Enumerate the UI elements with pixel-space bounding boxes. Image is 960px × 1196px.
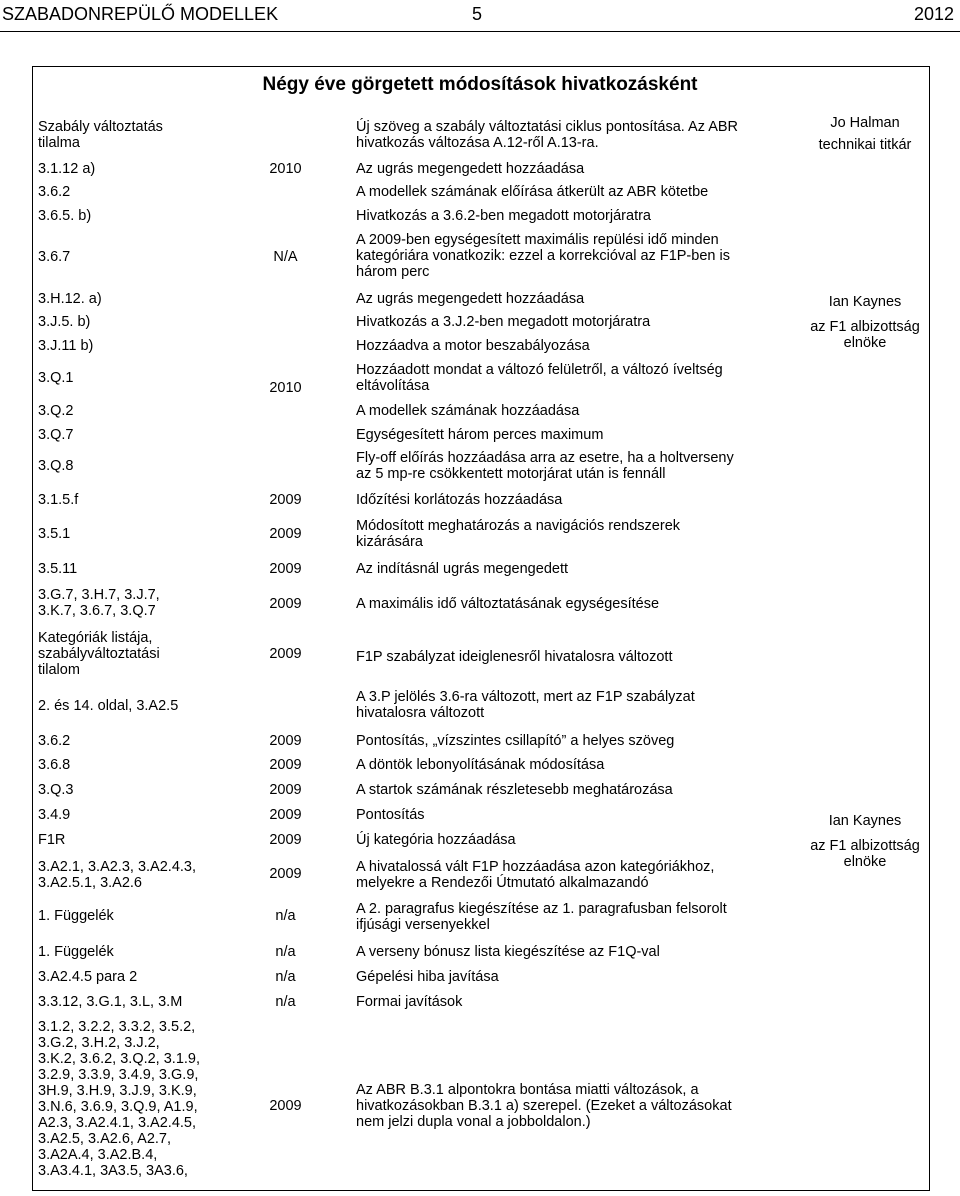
year-cell: n/a: [275, 969, 296, 985]
rule-cell: 3.Q.7: [38, 427, 74, 443]
rule-cell: 1. Függelék: [38, 908, 114, 924]
header-rule: [0, 31, 960, 32]
description-cell: A 2009-ben egységesített maximális repülési idő minden kategóriára vonatkozik: ezzel a korrekcióval az F1P-ben is három perc: [356, 232, 730, 280]
column-header-description: Új szöveg a szabály változtatási ciklus pontosítása. Az ABR hivatkozás változása A.12-ről A.13-ra.: [356, 119, 739, 151]
description-cell: Fly-off előírás hozzáadása arra az esetre, ha a holtverseny az 5 mp-re csökkentett motorjárat után is fennáll: [356, 450, 734, 482]
year-cell: n/a: [275, 944, 296, 960]
rule-cell: 3.3.12, 3.G.1, 3.L, 3.M: [38, 994, 183, 1010]
description-cell: Módosított meghatározás a navigációs rendszerek kizárására: [356, 518, 681, 550]
description-cell: F1P szabályzat ideiglenesről hivatalosra változott: [356, 649, 673, 665]
rule-cell: 3.Q.3: [38, 782, 74, 798]
description-cell: Formai javítások: [356, 994, 463, 1010]
rule-cell: F1R: [38, 832, 66, 848]
page-header: [0, 0, 960, 31]
description-cell: Időzítési korlátozás hozzáadása: [356, 492, 563, 508]
rule-cell: 3.A2.4.5 para 2: [38, 969, 138, 985]
rule-cell: Kategóriák listája, szabályváltoztatási tilalom: [38, 630, 160, 678]
description-cell: Új kategória hozzáadása: [356, 832, 516, 848]
description-cell: A verseny bónusz lista kiegészítése az F1Q-val: [356, 944, 660, 960]
column-header-rule: Szabály változtatás tilalma: [38, 119, 163, 151]
description-cell: Pontosítás: [356, 807, 425, 823]
year-cell: 2009: [269, 782, 302, 798]
year-cell: 2009: [269, 733, 302, 749]
rule-cell: 3.Q.2: [38, 403, 74, 419]
year-cell: 2009: [269, 561, 302, 577]
description-cell: A maximális idő változtatásának egységesítése: [356, 596, 660, 612]
page-number: 5: [472, 4, 483, 24]
year-cell: 2009: [269, 492, 302, 508]
signature-role-1: technikai titkár: [818, 137, 912, 153]
rule-cell: 3.5.11: [38, 561, 78, 577]
year-cell: 2009: [269, 596, 302, 612]
rule-cell: 3.Q.8: [38, 458, 74, 474]
description-cell: Gépelési hiba javítása: [356, 969, 499, 985]
description-cell: A startok számának részletesebb meghatározása: [356, 782, 673, 798]
rule-cell: 3.H.12. a): [38, 291, 102, 307]
rule-cell: 3.4.9: [38, 807, 71, 823]
description-cell: Pontosítás, „vízszintes csillapító” a helyes szöveg: [356, 733, 675, 749]
description-cell: Hivatkozás a 3.J.2-ben megadott motorjáratra: [356, 314, 651, 330]
year-cell: 2009: [269, 807, 302, 823]
description-cell: Az ugrás megengedett hozzáadása: [356, 161, 585, 177]
rule-cell: 2. és 14. oldal, 3.A2.5: [38, 698, 179, 714]
description-cell: A modellek számának előírása átkerült az ABR kötetbe: [356, 184, 709, 200]
rule-cell: 3.Q.1: [38, 370, 74, 386]
header-left: SZABADONREPÜLŐ MODELLEK: [2, 4, 279, 24]
year-cell: 2009: [269, 1098, 302, 1114]
rule-cell: 3.6.5. b): [38, 208, 92, 224]
signature-name-1: Jo Halman: [830, 115, 900, 131]
signature-role-2: az F1 albizottság elnöke: [810, 319, 920, 351]
description-cell: A hivatalossá vált F1P hozzáadása azon kategóriákhoz, melyekre a Rendezői Útmutató alkalmazandó: [356, 859, 715, 891]
header-year: 2012: [913, 4, 954, 24]
rule-cell: 3.1.12 a): [38, 161, 96, 177]
description-cell: A 3.P jelölés 3.6-ra változott, mert az F1P szabályzat hivatalosra változott: [356, 689, 695, 721]
rule-cell: 3.1.2, 3.2.2, 3.3.2, 3.5.2, 3.G.2, 3.H.2, 3.J.2, 3.K.2, 3.6.2, 3.Q.2, 3.1.9, 3.2.9, 3.3.9, 3.4.9, 3.G.9, 3H.9, 3.H.9, 3.J.9, 3.K.9, 3.N.6, 3.6.9, 3.Q.9, A1.9, A2.3, 3.A2.4.1, 3.A2.4.5, 3.A2.5, 3.A2.6, A2.7, 3.A2A.4, 3.A2.B.4, 3.A3.4.1, 3A3.5, 3A3.6,: [38, 1019, 201, 1179]
rule-cell: 3.5.1: [38, 526, 71, 542]
signature-role-3: az F1 albizottság elnöke: [810, 838, 920, 870]
description-cell: Egységesített három perces maximum: [356, 427, 604, 443]
year-cell: n/a: [275, 908, 296, 924]
rule-cell: 3.6.2: [38, 184, 71, 200]
year-cell: 2009: [269, 646, 302, 662]
description-cell: A 2. paragrafus kiegészítése az 1. paragrafusban felsorolt ifjúsági versenyekkel: [356, 901, 727, 933]
description-cell: Hozzáadott mondat a változó felületről, a változó íveltség eltávolítása: [356, 362, 723, 394]
description-cell: A modellek számának hozzáadása: [356, 403, 580, 419]
year-cell: 2009: [269, 526, 302, 542]
year-cell: 2010: [269, 380, 302, 396]
rule-cell: 3.G.7, 3.H.7, 3.J.7, 3.K.7, 3.6.7, 3.Q.7: [38, 587, 160, 619]
description-cell: Az ugrás megengedett hozzáadása: [356, 291, 585, 307]
year-cell: 2009: [269, 757, 302, 773]
signature-name-3: Ian Kaynes: [828, 813, 902, 829]
rule-cell: 3.A2.1, 3.A2.3, 3.A2.4.3, 3.A2.5.1, 3.A2.6: [38, 859, 196, 891]
description-cell: Az indításnál ugrás megengedett: [356, 561, 568, 577]
rule-cell: 3.J.5. b): [38, 314, 91, 330]
rule-cell: 3.6.2: [38, 733, 71, 749]
description-cell: Az ABR B.3.1 alpontokra bontása miatti változások, a hivatkozásokban B.3.1 a) szerepel. (Ezeket a változásokat nem jelzi dupla vonal a jobboldalon.): [356, 1082, 732, 1130]
description-cell: A döntök lebonyolításának módosítása: [356, 757, 605, 773]
rule-cell: 1. Függelék: [38, 944, 114, 960]
rule-cell: 3.6.7: [38, 249, 71, 265]
year-cell: n/a: [275, 994, 296, 1010]
year-cell: 2009: [269, 866, 302, 882]
year-cell: 2009: [269, 832, 302, 848]
signature-name-2: Ian Kaynes: [828, 294, 902, 310]
year-cell: 2010: [269, 161, 302, 177]
rule-cell: 3.6.8: [38, 757, 71, 773]
description-cell: Hivatkozás a 3.6.2-ben megadott motorjáratra: [356, 208, 651, 224]
page-title: Négy éve görgetett módosítások hivatkozásként: [262, 74, 698, 95]
rule-cell: 3.J.11 b): [38, 338, 94, 354]
description-cell: Hozzáadva a motor beszabályozása: [356, 338, 590, 354]
rule-cell: 3.1.5.f: [38, 492, 79, 508]
year-cell: N/A: [273, 249, 298, 265]
